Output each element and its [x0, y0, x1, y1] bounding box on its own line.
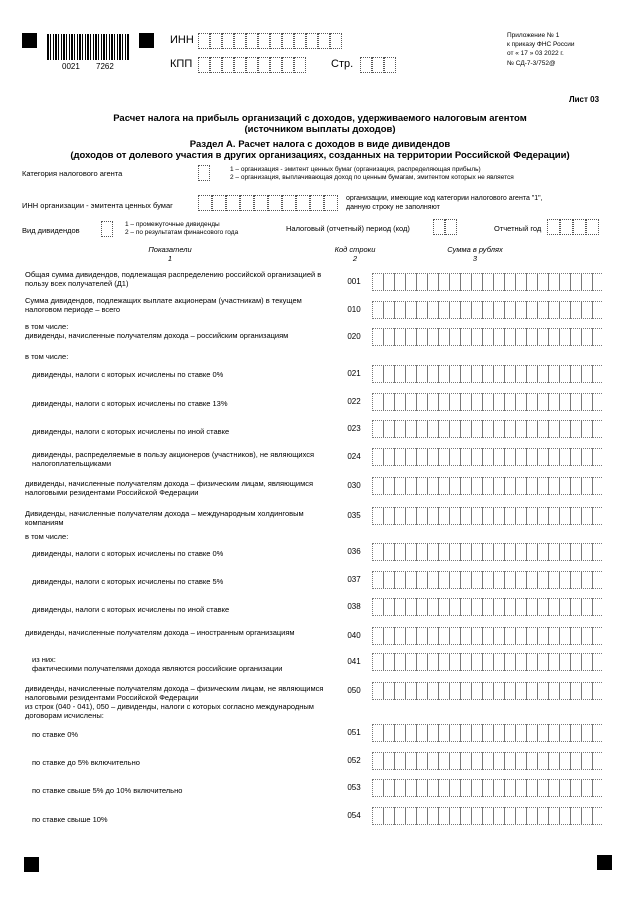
appendix-number: № СД-7-3/752@: [507, 60, 556, 67]
section-title-line2: (доходов от долевого участия в других организациях, созданных на территории Российской Федерации): [70, 150, 570, 161]
sum-field-035[interactable]: [372, 507, 602, 525]
column-header-sum: Сумма в рублях: [447, 245, 503, 254]
sum-field-050[interactable]: [372, 682, 602, 700]
issuer-note-line1: организации, имеющие код категории налогового агента "1",: [346, 195, 543, 202]
row-label: по ставке до 5% включительно: [32, 758, 140, 767]
row-label: по ставке свыше 5% до 10% включительно: [32, 786, 183, 795]
column-header-indicators: Показатели: [148, 245, 192, 254]
appendix-line1: Приложение № 1: [507, 32, 560, 39]
row-code: 051: [347, 728, 361, 737]
sum-field-051[interactable]: [372, 724, 602, 742]
row-label: дивиденды, налоги с которых исчислены по ставке 5%: [32, 577, 224, 586]
column-header-indicators-num: 1: [167, 254, 173, 263]
row-code: 024: [347, 452, 361, 461]
row-label: дивиденды, начисленные получателям дохода – физическим лицам, не являющимся налоговыми резидентами Российской Федерации из строк (040 - 041), 050 – дивиденды, налоги с которых согласно международным договорам исчислены:: [25, 684, 324, 720]
row-code: 035: [347, 511, 361, 520]
dividend-type-option-1: 1 – промежуточные дивиденды: [125, 221, 220, 228]
issuer-inn-label: ИНН организации - эмитента ценных бумаг: [22, 201, 173, 210]
row-label: дивиденды, распределяемые в пользу акционеров (участников), не являющихся налогоплательщиками: [32, 450, 315, 468]
appendix-line2: к приказу ФНС России: [507, 41, 575, 48]
row-label: дивиденды, начисленные получателям дохода – иностранным организациям: [25, 628, 295, 637]
row-label: по ставке свыше 10%: [32, 815, 108, 824]
agent-category-field[interactable]: [198, 165, 210, 181]
row-code: 023: [347, 424, 361, 433]
row-code: 036: [347, 547, 361, 556]
sum-field-023[interactable]: [372, 420, 602, 438]
main-title-line2: (источником выплаты доходов): [244, 124, 396, 135]
row-prefix: в том числе:: [25, 532, 69, 541]
kpp-field[interactable]: [198, 57, 306, 73]
row-code: 022: [347, 397, 361, 406]
report-year-field[interactable]: [547, 219, 599, 235]
page-label: Стр.: [331, 58, 354, 70]
row-code: 054: [347, 811, 361, 820]
dividend-type-option-2: 2 – по результатам финансового года: [125, 229, 239, 236]
row-label: Сумма дивидендов, подлежащих выплате акционерам (участникам) в текущем налоговом периоде – всего: [25, 296, 302, 314]
sum-field-030[interactable]: [372, 477, 602, 495]
sum-field-054[interactable]: [372, 807, 602, 825]
tax-period-label: Налоговый (отчетный) период (код): [286, 224, 410, 233]
sum-field-010[interactable]: [372, 301, 602, 319]
sum-field-037[interactable]: [372, 571, 602, 589]
row-label: из них: фактическими получателями дохода являются российские организации: [32, 655, 283, 673]
issuer-inn-field[interactable]: [198, 195, 338, 211]
agent-category-label: Категория налогового агента: [22, 169, 123, 178]
corner-marker-bottom-right: [597, 855, 612, 870]
row-code: 052: [347, 756, 361, 765]
issuer-note-line2: данную строку не заполняют: [346, 204, 440, 211]
row-label: Дивиденды, начисленные получателям дохода – международным холдинговым компаниям: [25, 509, 304, 527]
report-year-label: Отчетный год: [494, 224, 542, 233]
column-header-code: Код строки: [334, 245, 376, 254]
sum-field-001[interactable]: [372, 273, 602, 291]
sum-field-052[interactable]: [372, 752, 602, 770]
row-label: Общая сумма дивидендов, подлежащая распределению российской организацией в пользу всех получателей (Д1): [25, 270, 322, 288]
row-label: дивиденды, налоги с которых исчислены по иной ставке: [32, 605, 230, 614]
row-code: 020: [347, 332, 361, 341]
agent-option-2: 2 – организация, выплачивающая доход по ценным бумагам, эмитентом которых не является: [230, 174, 514, 181]
row-code: 030: [347, 481, 361, 490]
row-label: дивиденды, начисленные получателям дохода – физическим лицам, являющимся налоговыми резидентами Российской Федерации: [25, 479, 314, 497]
row-code: 050: [347, 686, 361, 695]
sum-field-040[interactable]: [372, 627, 602, 645]
agent-option-1: 1 – организация - эмитент ценных бумаг (организация, распределяющая прибыль): [230, 166, 481, 173]
row-code: 001: [347, 277, 361, 286]
main-title-line1: Расчет налога на прибыль организаций с доходов, удерживаемого налоговым агентом: [113, 113, 527, 124]
row-label: дивиденды, налоги с которых исчислены по ставке 0%: [32, 370, 224, 379]
sum-field-020[interactable]: [372, 328, 602, 346]
sum-field-038[interactable]: [372, 598, 602, 616]
column-header-code-num: 2: [352, 254, 358, 263]
sheet-number: Лист 03: [569, 95, 600, 104]
row-code: 040: [347, 631, 361, 640]
sum-field-021[interactable]: [372, 365, 602, 383]
row-code: 038: [347, 602, 361, 611]
row-label: по ставке 0%: [32, 730, 79, 739]
sum-field-041[interactable]: [372, 653, 602, 671]
corner-marker-bottom-left: [24, 857, 39, 872]
dividend-type-label: Вид дивидендов: [22, 226, 80, 235]
row-label: дивиденды, налоги с которых исчислены по ставке 0%: [32, 549, 224, 558]
inn-field[interactable]: [198, 33, 342, 49]
appendix-date: от « 17 » 03 2022 г.: [507, 50, 564, 57]
barcode: [47, 34, 129, 60]
sum-field-022[interactable]: [372, 393, 602, 411]
dividend-type-field[interactable]: [101, 221, 113, 237]
section-title-line1: Раздел А. Расчет налога с доходов в виде дивидендов: [189, 139, 451, 150]
row-code: 037: [347, 575, 361, 584]
row-label: дивиденды, налоги с которых исчислены по иной ставке: [32, 427, 230, 436]
kpp-label: КПП: [170, 58, 193, 70]
row-code: 041: [347, 657, 361, 666]
barcode-number-part1: 0021: [62, 62, 80, 71]
row-label: в том числе: дивиденды, начисленные получателям дохода – российским организациям: [25, 322, 289, 340]
sum-field-024[interactable]: [372, 448, 602, 466]
row-code: 053: [347, 783, 361, 792]
row-label: дивиденды, налоги с которых исчислены по ставке 13%: [32, 399, 228, 408]
barcode-number-part2: 7262: [96, 62, 114, 71]
sum-field-036[interactable]: [372, 543, 602, 561]
column-header-sum-num: 3: [472, 254, 478, 263]
row-code: 021: [347, 369, 361, 378]
inn-label: ИНН: [170, 34, 194, 46]
row-prefix: в том числе:: [25, 352, 69, 361]
sum-field-053[interactable]: [372, 779, 602, 797]
row-code: 010: [347, 305, 361, 314]
tax-period-field[interactable]: [433, 219, 457, 235]
corner-marker-top-mid: [139, 33, 154, 48]
page-number-field[interactable]: [360, 57, 396, 73]
corner-marker-top-left: [22, 33, 37, 48]
